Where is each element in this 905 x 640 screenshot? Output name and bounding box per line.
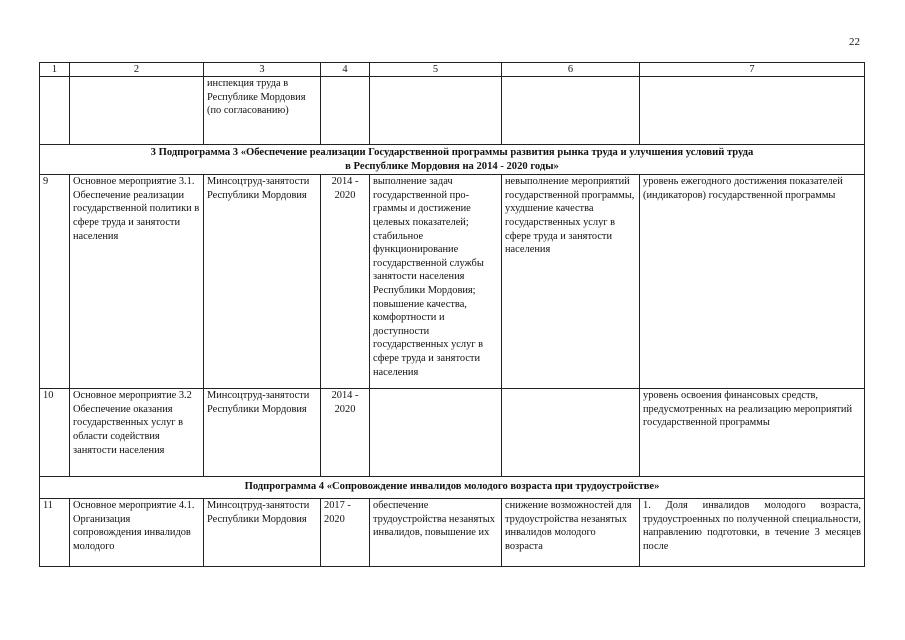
consequences-cell — [502, 389, 640, 477]
measure-cell: Основное мероприятие 3.1. Обеспечение реализации государственной политики в сфере труда и занятости населения — [70, 175, 204, 389]
cell-empty — [370, 77, 502, 145]
table-row — [40, 389, 865, 477]
measure-cell: Основное мероприятие 3.2 Обеспечение оказания государственных услуг в области содействия занятости населения — [70, 389, 204, 477]
measure-cell: Основное мероприятие 4.1. Организация сопровождения инвалидов молодого — [70, 499, 204, 567]
period-cell: 2017 - 2020 — [321, 499, 370, 567]
section-heading-row — [40, 145, 865, 175]
column-number: 7 — [640, 63, 865, 77]
row-number: 9 — [40, 175, 70, 389]
executor-cell: Минсоцтруд-занятости Республики Мордовия — [204, 499, 321, 567]
section-heading-line: 3 Подпрограмма 3 «Обеспечение реализации Государственной программы развития рынка труда и улучшения условий труда — [150, 147, 754, 158]
period-cell: 2014 - 2020 — [321, 389, 370, 477]
result-cell — [370, 389, 502, 477]
column-number: 6 — [502, 63, 640, 77]
column-number: 4 — [321, 63, 370, 77]
executor-cell: инспекция труда в Республике Мордовия (по согласованию) — [204, 77, 321, 145]
result-cell: выполнение задач государственной про-граммы и достижение целевых показателей; стабильное функционирование государственной службы занятости населения Республики Мордовия; повышение качества, комфортности и доступности государственных услуг в сфере труда и занятости населения — [370, 175, 502, 389]
executor-cell: Минсоцтруд-занятости Республики Мордовия — [204, 175, 321, 389]
cell-empty — [70, 77, 204, 145]
column-number-row — [40, 63, 865, 77]
column-number: 3 — [204, 63, 321, 77]
period-cell: 2014 - 2020 — [321, 175, 370, 389]
consequences-cell: снижение возможностей для трудоустройства незанятых инвалидов молодого возраста — [502, 499, 640, 567]
table-row-continuation — [40, 77, 865, 145]
row-number: 10 — [40, 389, 70, 477]
column-number: 2 — [70, 63, 204, 77]
column-number: 1 — [40, 63, 70, 77]
executor-cell: Минсоцтруд-занятости Республики Мордовия — [204, 389, 321, 477]
indicator-cell: 1. Доля инвалидов молодого возраста, трудоустроенных по полученной специальности, направлению подготовки, в течение 3 месяцев после — [640, 499, 865, 567]
indicator-cell: уровень ежегодного достижения показателей (индикаторов) государственной программы — [640, 175, 865, 389]
section-heading: Подпрограмма 4 «Сопровождение инвалидов молодого возраста при трудоустройстве» — [40, 477, 865, 499]
cell-empty — [321, 77, 370, 145]
section-heading-row — [40, 477, 865, 499]
section-heading-line: в Республике Мордовия на 2014 - 2020 годы» — [345, 160, 559, 172]
indicator-cell: уровень освоения финансовых средств, предусмотренных на реализацию мероприятий государственной программы — [640, 389, 865, 477]
consequences-cell: невыполнение мероприятий государственной программы, ухудшение качества государственных услуг в сфере труда и занятости населения — [502, 175, 640, 389]
section-heading — [40, 145, 865, 175]
cell-empty — [640, 77, 865, 145]
page-number: 22 — [849, 36, 860, 48]
table-row — [40, 499, 865, 567]
cell-empty — [502, 77, 640, 145]
result-cell: обеспечение трудоустройства незанятых инвалидов, повышение их — [370, 499, 502, 567]
table-row — [40, 175, 865, 389]
row-number: 11 — [40, 499, 70, 567]
column-number: 5 — [370, 63, 502, 77]
cell-empty — [40, 77, 70, 145]
program-table — [39, 62, 865, 567]
